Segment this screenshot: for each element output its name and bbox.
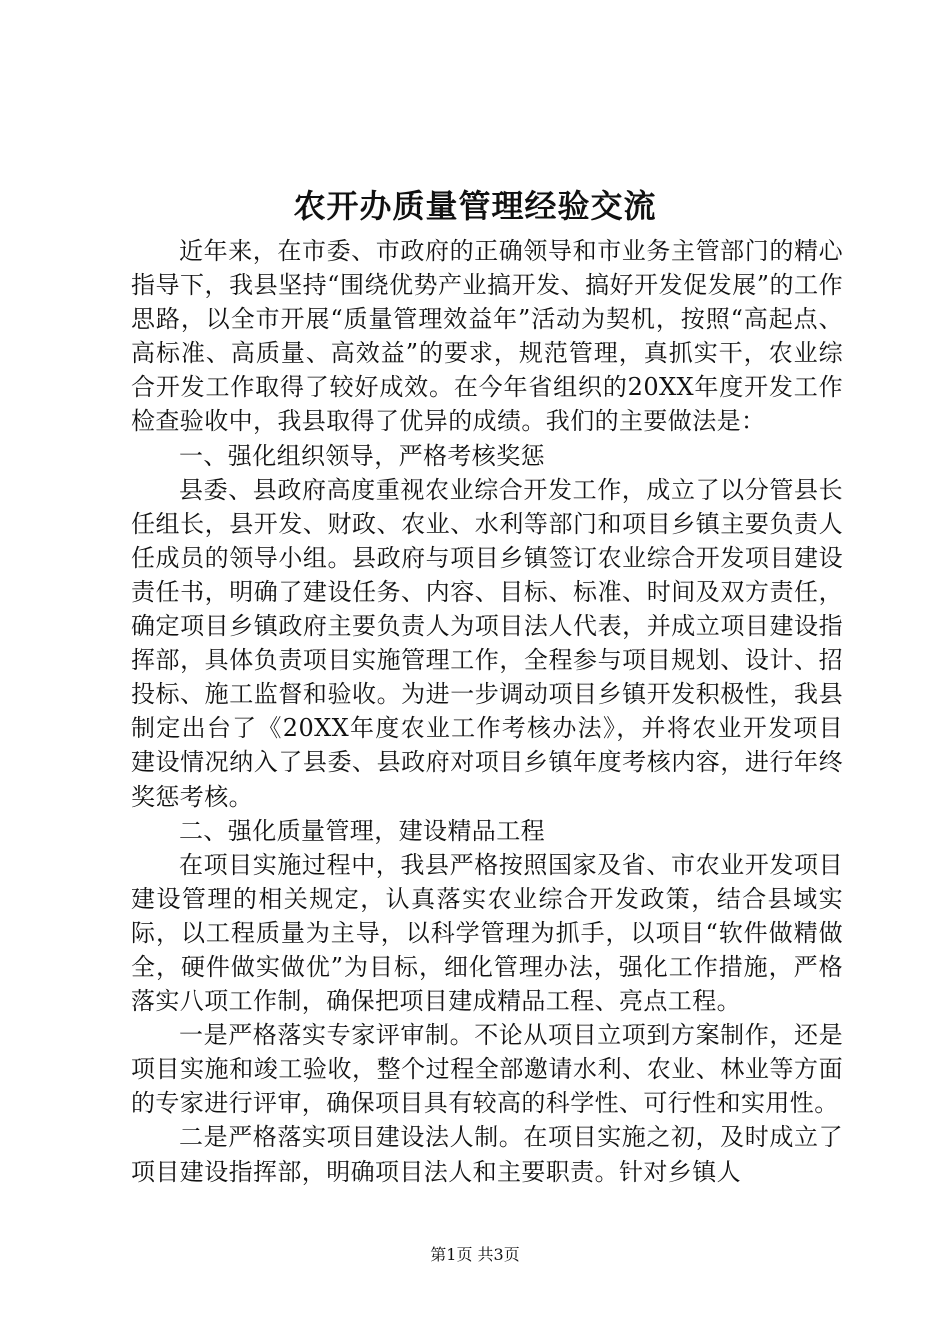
document-title: 农开办质量管理经验交流 (293, 187, 657, 225)
intro-paragraph: 近年来，在市委、市政府的正确领导和市业务主管部门的精心指导下，我县坚持“围绕优势产业搞开发、搞好开发促发展”的工作思路，以全市开展“质量管理效益年”活动为契机，按照“高起点、高标准、高质量、高效益”的要求，规范管理，真抓实干，农业综合开发工作取得了较好成效。在今年省组织的20XX年度开发工作检查验收中，我县取得了优异的成绩。我们的主要做法是： (131, 237, 843, 436)
section-heading-2: 二、强化质量管理，建设精品工程 (179, 816, 545, 845)
page-footer: 第1页 共3页 (430, 1245, 520, 1264)
document-body (131, 234, 843, 1189)
list-item-2: 二是严格落实项目建设法人制。在项目实施之初，及时成立了项目建设指挥部，明确项目法人和主要职责。针对乡镇人 (131, 1123, 843, 1186)
section-paragraph-1: 县委、县政府高度重视农业综合开发工作，成立了以分管县长任组长，县开发、财政、农业、水利等部门和项目乡镇主要负责人任成员的领导小组。县政府与项目乡镇签订农业综合开发项目建设责任书，明确了建设任务、内容、目标、标准、时间及双方责任，确定项目乡镇政府主要负责人为项目法人代表，并成立项目建设指挥部，具体负责项目实施管理工作，全程参与项目规划、设计、招投标、施工监督和验收。为进一步调动项目乡镇开发积极性，我县制定出台了《20XX年度农业工作考核办法》，并将农业开发项目建设情况纳入了县委、县政府对项目乡镇年度考核内容，进行年终奖惩考核。 (131, 475, 843, 811)
list-item-1: 一是严格落实专家评审制。不论从项目立项到方案制作，还是项目实施和竣工验收，整个过程全部邀请水利、农业、林业等方面的专家进行评审，确保项目具有较高的科学性、可行性和实用性。 (131, 1021, 843, 1118)
section-paragraph-2: 在项目实施过程中，我县严格按照国家及省、市农业开发项目建设管理的相关规定，认真落实农业综合开发政策，结合县域实际，以工程质量为主导，以科学管理为抓手，以项目“软件做精做全，硬件做实做优”为目标，细化管理办法，强化工作措施，严格落实八项工作制，确保把项目建成精品工程、亮点工程。 (131, 850, 843, 1016)
section-heading-1: 一、强化组织领导，严格考核奖惩 (179, 441, 545, 470)
